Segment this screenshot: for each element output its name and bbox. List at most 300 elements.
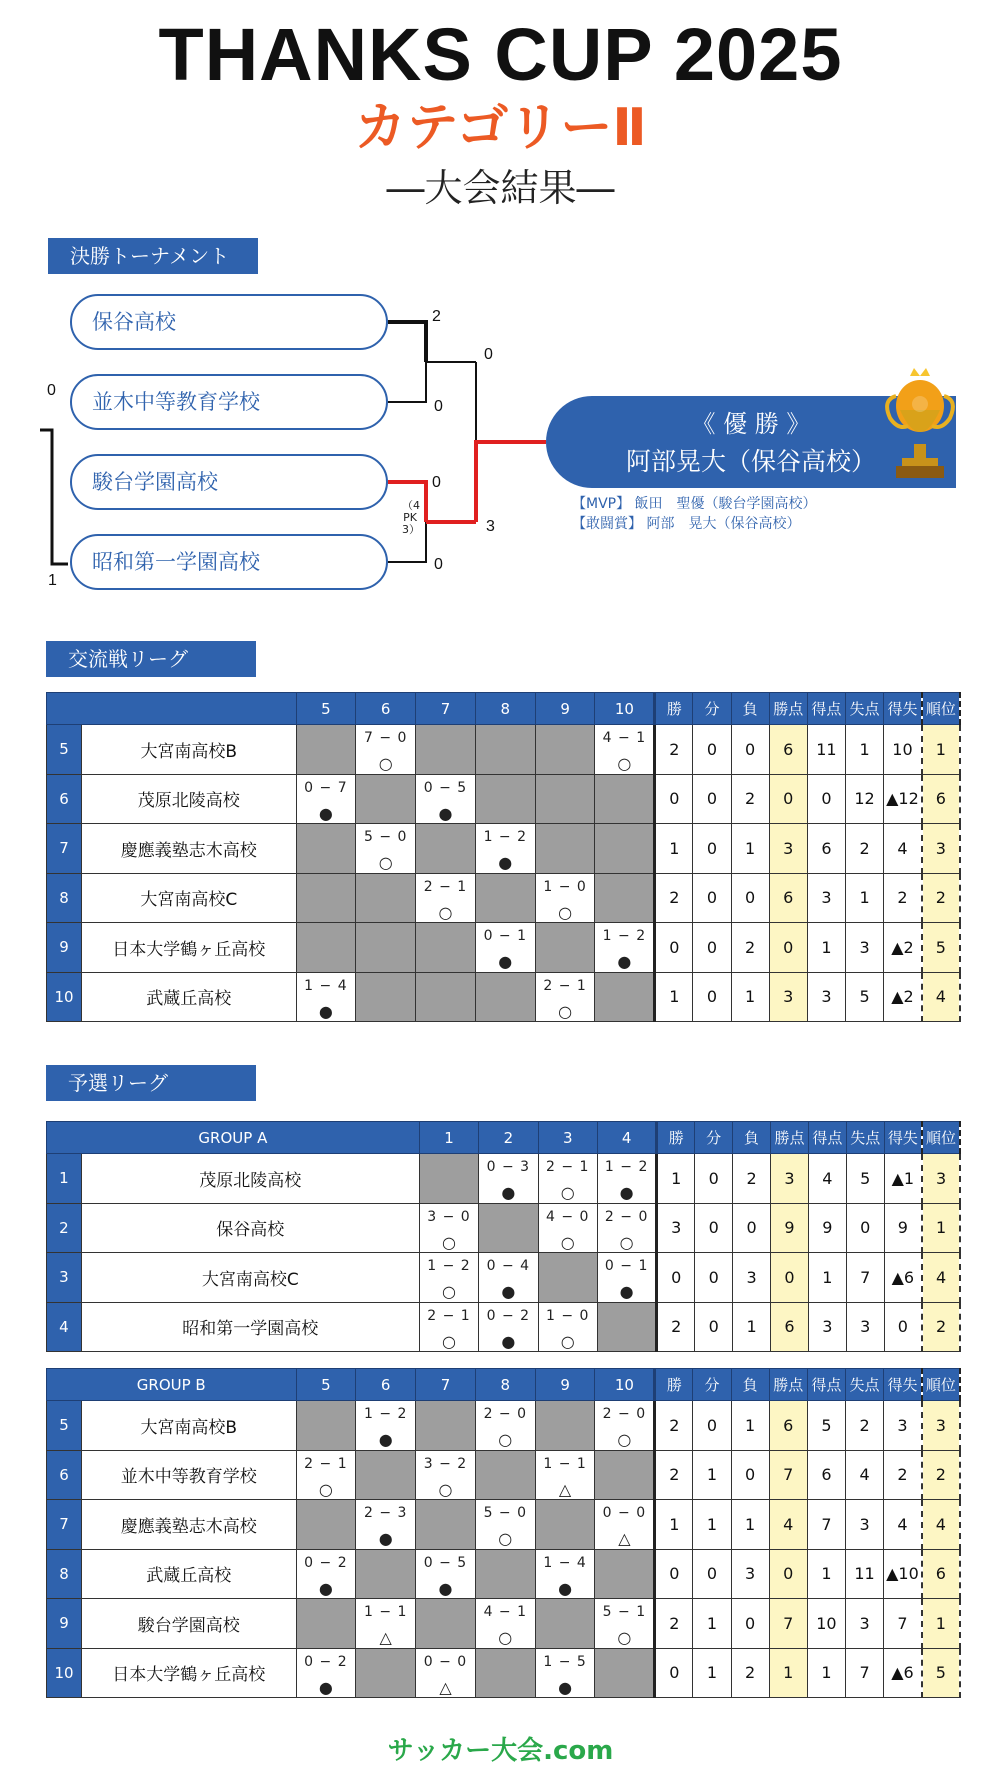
stat-draws: 0	[695, 1203, 733, 1253]
group-a-header-row	[47, 1122, 961, 1154]
group-a-header-cell: 勝点	[771, 1122, 809, 1154]
stat-goals-against: 5	[845, 972, 883, 1022]
group-a-header-cell: 勝	[657, 1122, 695, 1154]
award-mvp: 【MVP】 飯田 聖優（駿台学園高校）	[572, 496, 817, 512]
group-a-header-cell: 2	[479, 1122, 538, 1154]
match-cell-empty	[595, 1549, 655, 1599]
stat-wins: 2	[655, 1599, 693, 1649]
match-cell-empty	[595, 774, 655, 824]
stat-losses: 0	[731, 873, 769, 923]
stat-draws: 0	[693, 1401, 731, 1451]
win-mark-icon: ○	[560, 1331, 575, 1351]
exchange-header-cell: 勝	[655, 693, 693, 725]
row-number: 6	[47, 774, 82, 824]
stat-wins: 0	[655, 923, 693, 973]
stat-losses: 0	[733, 1203, 771, 1253]
match-result-cell	[475, 1599, 535, 1649]
stat-goals-for: 1	[808, 1253, 846, 1303]
group-b-header-cell: 9	[535, 1369, 595, 1401]
group-b-header-cell: 得失	[884, 1369, 922, 1401]
match-cell-empty	[595, 1450, 655, 1500]
match-cell-empty	[535, 1599, 595, 1649]
loss-mark-icon: ●	[378, 1430, 393, 1450]
stat-points: 3	[771, 1154, 809, 1204]
win-mark-icon: ○	[617, 1430, 632, 1450]
match-score: 1 − 4	[543, 1554, 587, 1571]
match-result-cell	[538, 1203, 597, 1253]
stat-goal-diff: 4	[884, 824, 922, 874]
loss-mark-icon: ●	[498, 952, 513, 972]
loss-mark-icon: ●	[558, 1578, 573, 1598]
exchange-header-cell: 順位	[922, 693, 960, 725]
stat-goal-diff: 4	[884, 1500, 922, 1550]
stat-losses: 0	[731, 1599, 769, 1649]
match-score: 0 − 0	[423, 1653, 468, 1670]
match-score: 3 − 2	[423, 1455, 468, 1472]
match-cell-empty	[475, 1648, 535, 1698]
team-name: 大宮南高校B	[82, 725, 296, 775]
stat-rank: 1	[922, 725, 960, 775]
match-score: 4 − 1	[602, 730, 647, 747]
bracket-left-top-line	[40, 430, 52, 440]
trophy-icon	[880, 364, 960, 484]
win-mark-icon: ○	[617, 1628, 632, 1648]
team-name: 武蔵丘高校	[82, 1549, 296, 1599]
stat-goals-against: 1	[845, 725, 883, 775]
stat-wins: 1	[655, 824, 693, 874]
match-cell-empty	[416, 824, 476, 874]
loss-mark-icon: ●	[501, 1331, 516, 1351]
group-b-header-row	[47, 1369, 961, 1401]
group-b-header-cell: 順位	[922, 1369, 960, 1401]
match-result-cell	[416, 1450, 476, 1500]
team-name: 昭和第一学園高校	[81, 1302, 419, 1352]
stat-losses: 0	[731, 1450, 769, 1500]
loss-mark-icon: ●	[318, 1578, 333, 1598]
stat-rank: 5	[922, 1648, 960, 1698]
stat-draws: 1	[693, 1599, 731, 1649]
loss-mark-icon: ●	[318, 803, 333, 823]
stat-losses: 1	[731, 972, 769, 1022]
draw-mark-icon: △	[618, 1529, 631, 1549]
group-b-row	[47, 1450, 961, 1500]
bracket-left-line	[52, 440, 68, 564]
stat-goals-against: 11	[845, 1549, 883, 1599]
exchange-header-group	[47, 693, 297, 725]
loss-mark-icon: ●	[498, 853, 513, 873]
match-score: 0 − 2	[304, 1653, 348, 1670]
group-a-table	[46, 1121, 961, 1352]
group-b-header-group: GROUP B	[47, 1369, 297, 1401]
stat-points: 1	[769, 1648, 807, 1698]
group-a-header-cell: 4	[597, 1122, 656, 1154]
match-cell-empty	[475, 774, 535, 824]
group-b-header-cell: 勝点	[769, 1369, 807, 1401]
group-a-header-cell: 分	[695, 1122, 733, 1154]
stat-points: 7	[769, 1599, 807, 1649]
loss-mark-icon: ●	[619, 1282, 634, 1302]
match-score: 2 − 0	[602, 1406, 647, 1423]
loss-mark-icon: ●	[617, 952, 632, 972]
stat-points: 3	[769, 824, 807, 874]
stat-draws: 0	[695, 1302, 733, 1352]
win-mark-icon: ○	[558, 1001, 573, 1021]
exchange-row	[47, 873, 961, 923]
match-cell-empty	[535, 774, 595, 824]
stat-draws: 1	[693, 1648, 731, 1698]
match-result-cell	[538, 1154, 597, 1204]
match-cell-empty	[296, 725, 356, 775]
match-result-cell	[416, 873, 476, 923]
match-cell-empty	[296, 873, 356, 923]
row-number: 5	[47, 1401, 82, 1451]
match-score: 5 − 1	[602, 1604, 647, 1621]
exchange-header-cell: 8	[475, 693, 535, 725]
loss-mark-icon: ●	[438, 1578, 453, 1598]
match-score: 7 − 0	[363, 730, 408, 747]
stat-wins: 0	[655, 774, 693, 824]
score-r2-bottom: 0	[434, 556, 443, 573]
win-mark-icon: ○	[558, 902, 573, 922]
stat-rank: 4	[922, 1253, 960, 1303]
row-number: 10	[47, 1648, 82, 1698]
stat-losses: 2	[733, 1154, 771, 1204]
match-cell-empty	[296, 1599, 356, 1649]
row-number: 9	[47, 1599, 82, 1649]
match-result-cell	[419, 1203, 478, 1253]
stat-goals-against: 3	[845, 1599, 883, 1649]
match-result-cell	[535, 1450, 595, 1500]
win-mark-icon: ○	[498, 1430, 513, 1450]
match-result-cell	[296, 1450, 356, 1500]
stat-goals-against: 2	[845, 824, 883, 874]
group-a-header-cell: 得点	[808, 1122, 846, 1154]
stat-goals-against: 7	[846, 1253, 884, 1303]
group-b-header-cell: 8	[475, 1369, 535, 1401]
win-mark-icon: ○	[438, 1479, 453, 1499]
draw-mark-icon: △	[379, 1628, 392, 1648]
stat-goals-against: 7	[845, 1648, 883, 1698]
group-a-header-cell: 得失	[884, 1122, 922, 1154]
match-score: 1 − 2	[363, 1406, 408, 1423]
match-cell-empty	[535, 824, 595, 874]
match-score: 1 − 1	[543, 1455, 587, 1472]
stat-goal-diff: 9	[884, 1203, 922, 1253]
match-cell-empty	[356, 1648, 416, 1698]
stat-goal-diff: ▲6	[884, 1648, 922, 1698]
team-name: 駿台学園高校	[82, 1599, 296, 1649]
stat-goals-for: 7	[807, 1500, 845, 1550]
stat-rank: 2	[922, 1450, 960, 1500]
stat-goals-for: 4	[808, 1154, 846, 1204]
stat-draws: 0	[693, 725, 731, 775]
match-cell-empty	[419, 1154, 478, 1204]
match-cell-empty	[416, 972, 476, 1022]
stat-draws: 0	[693, 1549, 731, 1599]
win-mark-icon: ○	[441, 1232, 456, 1252]
stat-draws: 0	[693, 873, 731, 923]
row-number: 9	[47, 923, 82, 973]
stat-wins: 2	[655, 873, 693, 923]
match-cell-empty	[416, 1599, 476, 1649]
stat-rank: 3	[922, 1401, 960, 1451]
score-left-top: 0	[47, 382, 56, 399]
match-score: 4 − 1	[483, 1604, 528, 1621]
stat-losses: 1	[731, 824, 769, 874]
match-result-cell	[419, 1302, 478, 1352]
stat-goals-for: 1	[807, 1648, 845, 1698]
win-mark-icon: ○	[318, 1479, 333, 1499]
match-result-cell	[535, 972, 595, 1022]
exchange-row	[47, 725, 961, 775]
group-b-header-cell: 分	[693, 1369, 731, 1401]
team-name: 茂原北陵高校	[81, 1154, 419, 1204]
match-cell-empty	[597, 1302, 656, 1352]
match-result-cell	[597, 1253, 656, 1303]
match-result-cell	[535, 1549, 595, 1599]
stat-draws: 1	[693, 1450, 731, 1500]
group-b-header-cell: 失点	[845, 1369, 883, 1401]
stat-losses: 1	[731, 1401, 769, 1451]
stat-points: 3	[769, 972, 807, 1022]
footer-brand-logo: サッカー大会.com	[387, 1736, 614, 1766]
stat-rank: 3	[922, 824, 960, 874]
group-a-header-cell: 1	[419, 1122, 478, 1154]
match-score: 0 − 3	[486, 1159, 531, 1176]
match-result-cell	[479, 1253, 538, 1303]
stat-goals-against: 4	[845, 1450, 883, 1500]
match-score: 1 − 5	[543, 1653, 587, 1670]
stat-goal-diff: ▲2	[884, 923, 922, 973]
row-number: 10	[47, 972, 82, 1022]
stat-goals-against: 3	[846, 1302, 884, 1352]
team-name: 慶應義塾志木高校	[82, 824, 296, 874]
score-semi-bottom: 3	[486, 518, 495, 535]
draw-mark-icon: △	[558, 1479, 572, 1499]
stat-draws: 0	[693, 824, 731, 874]
stat-points: 6	[769, 725, 807, 775]
match-cell-empty	[296, 923, 356, 973]
match-cell-empty	[535, 1401, 595, 1451]
stat-goals-for: 1	[807, 1549, 845, 1599]
row-number: 7	[47, 824, 82, 874]
stat-points: 6	[769, 873, 807, 923]
match-cell-empty	[416, 1401, 476, 1451]
stat-goals-for: 3	[807, 873, 845, 923]
group-b-row	[47, 1401, 961, 1451]
stat-goals-against: 1	[845, 873, 883, 923]
win-mark-icon: ○	[617, 754, 632, 774]
exchange-row	[47, 824, 961, 874]
row-number: 7	[47, 1500, 82, 1550]
team-name: 大宮南高校B	[82, 1401, 296, 1451]
match-cell-empty	[535, 1500, 595, 1550]
match-result-cell	[597, 1203, 656, 1253]
match-result-cell	[595, 725, 655, 775]
match-score: 2 − 1	[543, 977, 587, 994]
stat-goal-diff: ▲10	[884, 1549, 922, 1599]
stat-points: 0	[771, 1253, 809, 1303]
match-result-cell	[595, 1401, 655, 1451]
match-cell-empty	[475, 873, 535, 923]
match-cell-empty	[356, 873, 416, 923]
stat-goals-against: 0	[846, 1203, 884, 1253]
bracket-team-2: 並木中等教育学校	[70, 374, 388, 430]
tournament-section-label: 決勝トーナメント	[48, 238, 258, 274]
score-r1-top: 2	[432, 308, 441, 325]
match-cell-empty	[479, 1203, 538, 1253]
score-left-bottom: 1	[48, 572, 57, 589]
exchange-header-cell: 6	[356, 693, 416, 725]
loss-mark-icon: ●	[558, 1677, 573, 1697]
match-score: 0 − 5	[423, 779, 468, 796]
exchange-header-cell: 勝点	[769, 693, 807, 725]
exchange-header-cell: 分	[693, 693, 731, 725]
match-score: 0 − 7	[304, 779, 348, 796]
group-a-header-cell: 3	[538, 1122, 597, 1154]
row-number: 6	[47, 1450, 82, 1500]
bracket-final-bottom	[476, 442, 546, 522]
stat-losses: 2	[731, 923, 769, 973]
stat-losses: 2	[731, 1648, 769, 1698]
stat-goals-for: 6	[807, 824, 845, 874]
score-semi-top: 0	[484, 346, 493, 363]
exchange-header-cell: 失点	[845, 693, 883, 725]
group-b-header-cell: 得点	[807, 1369, 845, 1401]
match-score: 1 − 2	[483, 829, 528, 846]
stat-draws: 1	[693, 1500, 731, 1550]
stat-goal-diff: ▲6	[884, 1253, 922, 1303]
stat-goal-diff: 3	[884, 1401, 922, 1451]
match-result-cell	[416, 1549, 476, 1599]
match-result-cell	[356, 1500, 416, 1550]
exchange-row	[47, 923, 961, 973]
stat-goals-for: 9	[808, 1203, 846, 1253]
match-result-cell	[597, 1154, 656, 1204]
stat-goals-for: 11	[807, 725, 845, 775]
pk-score: （4PK3）	[402, 499, 420, 536]
match-cell-empty	[416, 725, 476, 775]
bracket-team-4: 昭和第一学園高校	[70, 534, 388, 590]
row-number: 1	[47, 1154, 82, 1204]
stat-goals-for: 6	[807, 1450, 845, 1500]
stat-rank: 6	[922, 774, 960, 824]
stat-goal-diff: ▲2	[884, 972, 922, 1022]
match-result-cell	[595, 1599, 655, 1649]
match-cell-empty	[416, 923, 476, 973]
row-number: 3	[47, 1253, 82, 1303]
group-a-row	[47, 1203, 961, 1253]
match-score: 5 − 0	[363, 829, 408, 846]
stat-wins: 1	[655, 1500, 693, 1550]
exchange-header-cell: 5	[296, 693, 356, 725]
stat-draws: 0	[693, 923, 731, 973]
match-score: 1 − 2	[602, 928, 647, 945]
match-result-cell	[479, 1302, 538, 1352]
exchange-header-cell: 9	[535, 693, 595, 725]
match-score: 0 − 1	[483, 928, 528, 945]
exchange-row	[47, 774, 961, 824]
stat-goals-for: 10	[807, 1599, 845, 1649]
bracket-pair1-bottom	[388, 362, 426, 402]
winner-name: 阿部晃大（保谷高校）	[625, 447, 876, 476]
bracket-team-1: 保谷高校	[70, 294, 388, 350]
match-score: 0 − 2	[486, 1307, 531, 1324]
stat-losses: 1	[731, 1500, 769, 1550]
match-score: 0 − 5	[423, 1554, 468, 1571]
stat-goal-diff: 2	[884, 1450, 922, 1500]
match-score: 4 − 0	[546, 1208, 590, 1225]
exchange-row	[47, 972, 961, 1022]
stat-wins: 0	[657, 1253, 695, 1303]
exchange-header-cell: 得点	[807, 693, 845, 725]
win-mark-icon: ○	[378, 754, 393, 774]
exchange-header-row	[47, 693, 961, 725]
stat-goals-for: 3	[808, 1302, 846, 1352]
match-cell-empty	[535, 923, 595, 973]
loss-mark-icon: ●	[501, 1183, 516, 1203]
win-mark-icon: ○	[498, 1529, 513, 1549]
group-b-header-cell: 6	[356, 1369, 416, 1401]
match-cell-empty	[356, 1549, 416, 1599]
group-b-row	[47, 1500, 961, 1550]
stat-points: 4	[769, 1500, 807, 1550]
loss-mark-icon: ●	[318, 1677, 333, 1697]
match-score: 2 − 0	[604, 1208, 649, 1225]
exchange-header-cell: 7	[416, 693, 476, 725]
match-score: 1 − 2	[604, 1159, 649, 1176]
team-name: 茂原北陵高校	[82, 774, 296, 824]
group-b-header-cell: 7	[416, 1369, 476, 1401]
stat-goals-against: 2	[845, 1401, 883, 1451]
win-mark-icon: ○	[438, 902, 453, 922]
loss-mark-icon: ●	[378, 1529, 393, 1549]
match-cell-empty	[595, 972, 655, 1022]
group-a-header-group: GROUP A	[47, 1122, 420, 1154]
stat-goals-for: 3	[807, 972, 845, 1022]
team-name: 大宮南高校C	[81, 1253, 419, 1303]
stat-points: 9	[771, 1203, 809, 1253]
loss-mark-icon: ●	[501, 1282, 516, 1302]
match-result-cell	[535, 1648, 595, 1698]
match-score: 0 − 2	[304, 1554, 348, 1571]
match-result-cell	[416, 1648, 476, 1698]
group-a-row	[47, 1302, 961, 1352]
match-score: 2 − 1	[546, 1159, 590, 1176]
stat-goal-diff: 0	[884, 1302, 922, 1352]
stat-rank: 3	[922, 1154, 960, 1204]
win-mark-icon: ○	[560, 1183, 575, 1203]
row-number: 2	[47, 1203, 82, 1253]
win-mark-icon: ○	[441, 1331, 456, 1351]
match-result-cell	[296, 972, 356, 1022]
stat-rank: 2	[922, 873, 960, 923]
stat-goals-for: 1	[807, 923, 845, 973]
draw-mark-icon: △	[439, 1677, 452, 1697]
exchange-header-cell: 負	[731, 693, 769, 725]
stat-points: 0	[769, 1549, 807, 1599]
stat-goal-diff: ▲12	[884, 774, 922, 824]
match-cell-empty	[535, 725, 595, 775]
loss-mark-icon: ●	[318, 1001, 333, 1021]
group-a-row	[47, 1253, 961, 1303]
group-a-header-cell: 負	[733, 1122, 771, 1154]
match-score: 1 − 0	[546, 1307, 590, 1324]
loss-mark-icon: ●	[438, 803, 453, 823]
match-score: 2 − 0	[483, 1406, 528, 1423]
win-mark-icon: ○	[560, 1232, 575, 1252]
match-result-cell	[296, 774, 356, 824]
